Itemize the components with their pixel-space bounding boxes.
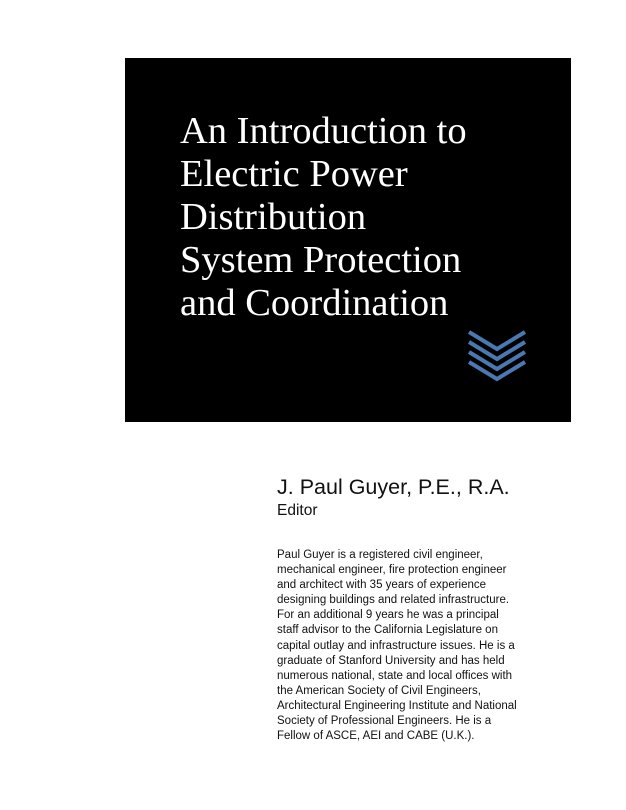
title-line: An Introduction to [180,110,467,152]
author-bio [277,548,577,744]
author-name: J. Paul Guyer, P.E., R.A. [277,475,510,499]
title-line: and Coordination [180,282,449,324]
bio-line: the American Society of Civil Engineers, [277,684,481,697]
bio-line: Architectural Engineering Institute and National [277,699,517,712]
double-chevron-down-icon [467,329,527,383]
bio-line: and architect with 35 years of experience [277,579,487,592]
bio-line: Society of Professional Engineers. He is a [277,715,492,728]
bio-line: mechanical engineer, fire protection engineer [277,564,507,577]
book-title [180,110,560,325]
bio-line: For an additional 9 years he was a principal [277,609,499,622]
title-line: Electric Power [180,153,408,195]
cover-panel [125,58,571,422]
bio-line: Fellow of ASCE, AEI and CABE (U.K.). [277,730,475,743]
author-role: Editor [277,502,318,519]
bio-line: designing buildings and related infrastructure. [277,594,510,607]
bio-line: Paul Guyer is a registered civil engineer, [277,549,483,561]
title-line: System Protection [180,239,462,281]
title-line: Distribution [180,196,367,238]
bio-line: numerous national, state and local offices with [277,669,513,682]
bio-line: capital outlay and infrastructure issues. He is a [277,639,515,652]
bio-line: graduate of Stanford University and has held [277,654,505,667]
bio-line: staff advisor to the California Legislature on [277,624,498,637]
